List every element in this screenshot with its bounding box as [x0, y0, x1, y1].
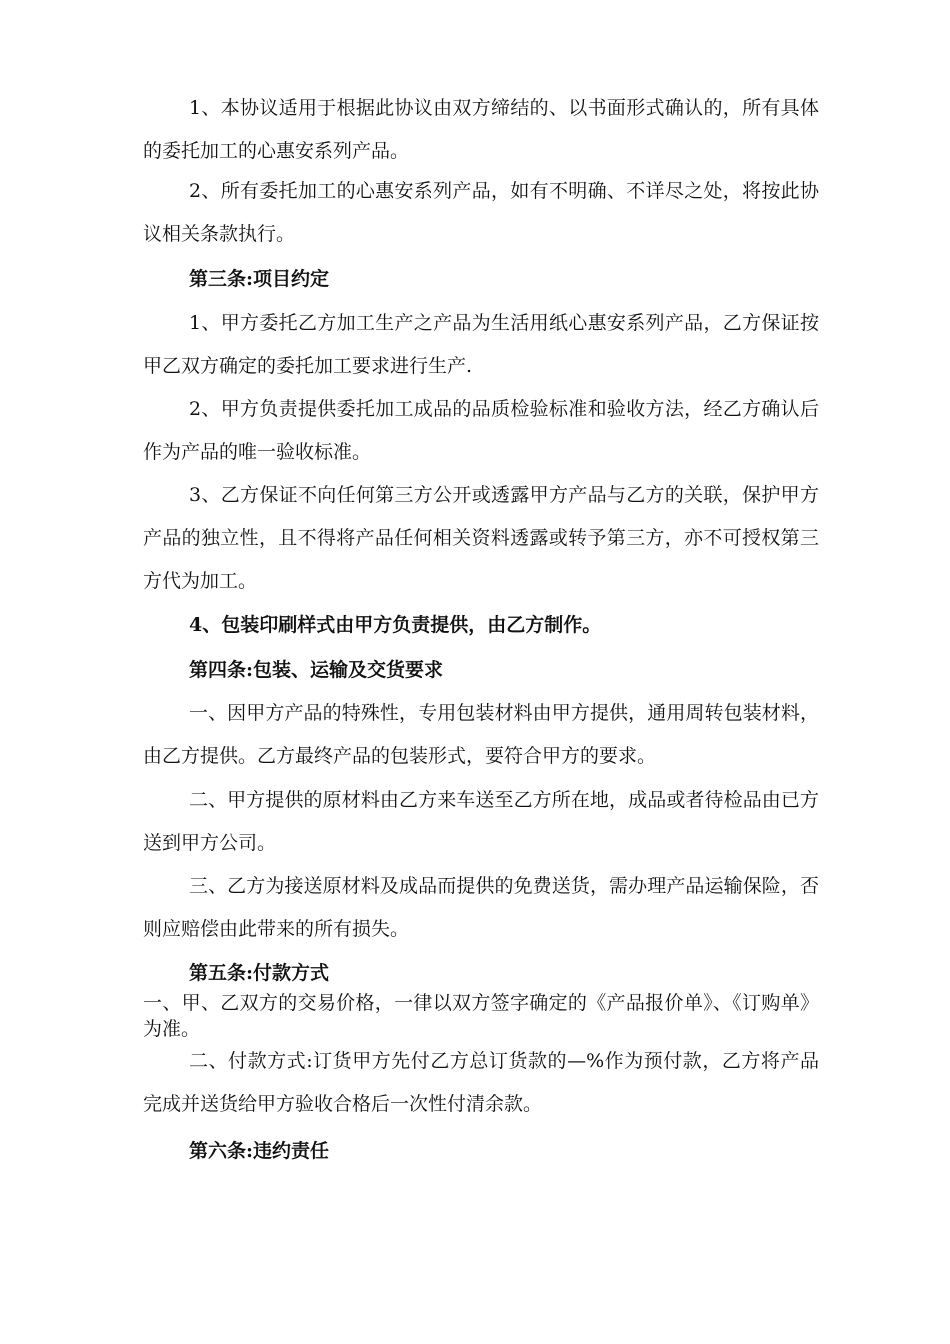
clause-4-item-1: 一、因甲方产品的特殊性，专用包装材料由甲方提供，通用周转包装材料，由乙方提供。乙方最终产品的包装形式，要符合甲方的要求。: [143, 702, 819, 767]
clause-3-item-3: 3、乙方保证不向任何第三方公开或透露甲方产品与乙方的关联，保护甲方产品的独立性，且不得将产品任何相关资料透露或转予第三方，亦不可授权第三方代为加工。: [143, 484, 819, 592]
clause-3-item-2: 2、甲方负责提供委托加工成品的品质检验标准和验收方法，经乙方确认后作为产品的唯一验收标准。: [143, 398, 819, 463]
clause-3-item-4: 4、包装印刷样式由甲方负责提供，由乙方制作。: [189, 614, 602, 636]
clause-2-item-2: 2、所有委托加工的心惠安系列产品，如有不明确、不详尽之处，将按此协议相关条款执行。: [143, 180, 819, 245]
clause-5-item-2: 二、付款方式:订货甲方先付乙方总订货款的—%作为预付款，乙方将产品完成并送货给甲方验收合格后一次性付清余款。: [143, 1050, 819, 1115]
heading-clause-4: 第四条:包装、运输及交货要求: [189, 659, 444, 681]
heading-clause-3: 第三条:项目约定: [189, 268, 330, 290]
heading-clause-6: 第六条:违约责任: [189, 1140, 330, 1162]
clause-2-item-1: 1、本协议适用于根据此协议由双方缔结的、以书面形式确认的，所有具体的委托加工的心惠安系列产品。: [143, 97, 819, 162]
clause-5-item-1: 一、甲、乙双方的交易价格，一律以双方签字确定的《产品报价单》、《订购单》为准。: [143, 992, 819, 1040]
heading-clause-5: 第五条:付款方式: [189, 962, 330, 984]
clause-4-item-3: 三、乙方为接送原材料及成品而提供的免费送货，需办理产品运输保险，否则应赔偿由此带来的所有损失。: [143, 875, 819, 940]
clause-4-item-2: 二、甲方提供的原材料由乙方来车送至乙方所在地，成品或者待检品由已方送到甲方公司。: [143, 789, 819, 854]
clause-3-item-1: 1、甲方委托乙方加工生产之产品为生活用纸心惠安系列产品，乙方保证按甲乙双方确定的委托加工要求进行生产.: [143, 312, 819, 377]
